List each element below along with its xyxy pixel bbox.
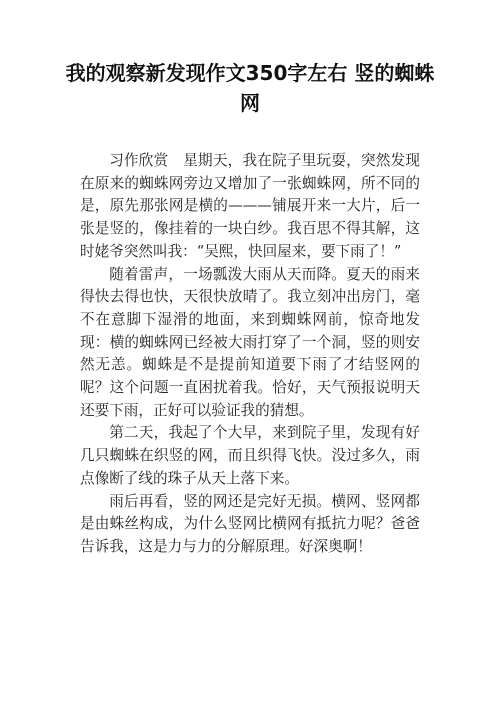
paragraph-3: 第二天，我起了个大早，来到院子里，发现有好几只蜘蛛在织竖的网，而且织得飞快。没过多久，雨点像断了线的珠子从天上落下来。 [80,424,420,487]
document-body [80,150,420,559]
paragraph-2: 随着雷声，一场瓢泼大雨从天而降。夏天的雨来得快去得也快，天很快放晴了。我立刻冲出房门，毫不在意脚下湿滑的地面，来到蜘蛛网前，惊奇地发现：横的蜘蛛网已经被大雨打穿了一个洞，竖的则安然无恙。蜘蛛是不是提前知道要下雨了才结竖网的呢？这个问题一直困扰着我。恰好，天气预报说明天还要下雨，正好可以验证我的猜想。 [80,265,420,419]
paragraph-4: 雨后再看，竖的网还是完好无损。横网、竖网都是由蛛丝构成，为什么竖网比横网有抵抗力呢？爸爸告诉我，这是力与力的分解原理。好深奥啊！ [80,492,420,555]
document-title: 我的观察新发现作文350字左右 竖的蜘蛛网 [65,61,435,115]
paragraph-1: 习作欣赏 星期天，我在院子里玩耍，突然发现在原来的蜘蛛网旁边又增加了一张蜘蛛网，所不同的是，原先那张网是横的———铺展开来一大片，后一张是竖的，像挂着的一块白纱。我百思不得其解，这时姥爷突然叫我：“吴熙，快回屋来，要下雨了！” [80,152,420,260]
